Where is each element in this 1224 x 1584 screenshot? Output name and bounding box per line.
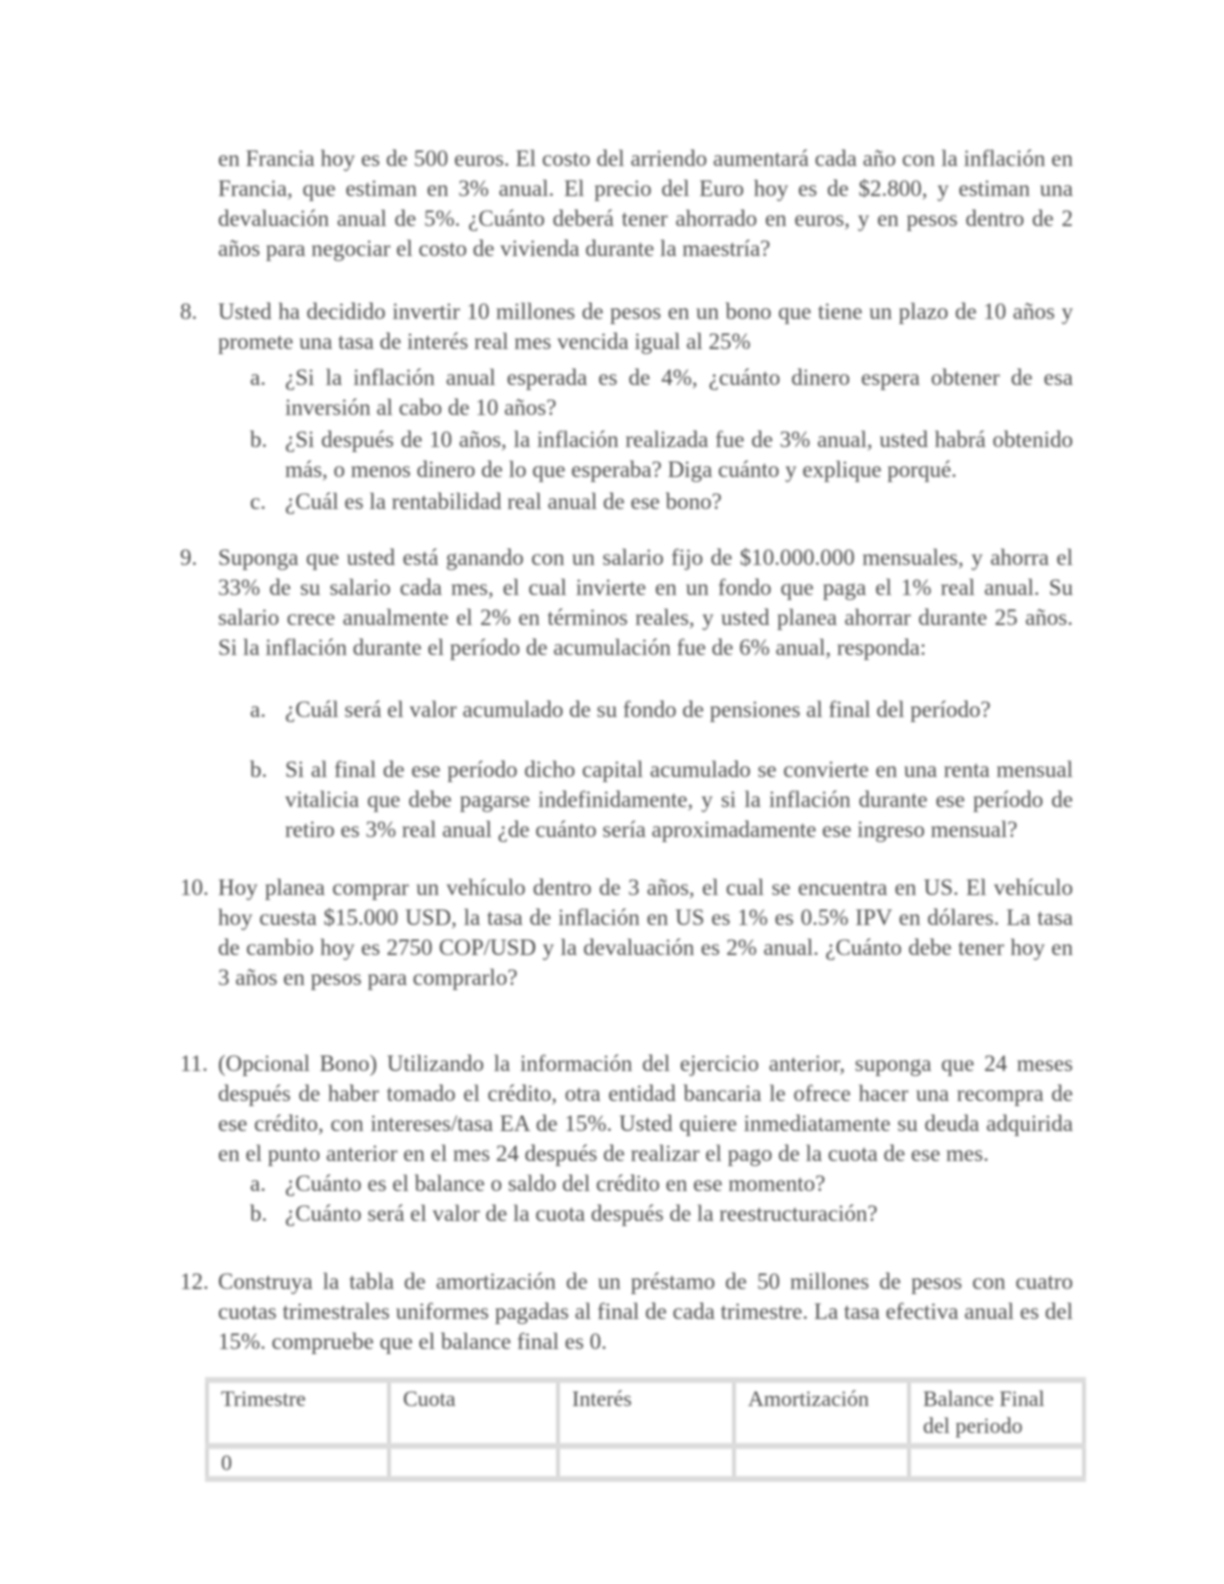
cell-balance-0: [909, 1446, 1084, 1479]
header-cuota: Cuota: [389, 1380, 558, 1446]
subitem-11b: [180, 1199, 1073, 1229]
document-body: [180, 0, 1073, 1482]
problem-item-9: [180, 543, 1073, 663]
item-number: 11.: [180, 1051, 208, 1076]
subitem-text: ¿Cuánto será el valor de la cuota después de la reestructuración?: [285, 1201, 878, 1226]
item-text: Suponga que usted está ganando con un salario fijo de $10.000.000 mensuales, y ahorra el 33% de su salario cada mes, el cual invierte en un fondo que paga el 1% real anual. Su salario crece anualmente el 2% en términos reales, y usted planea ahorrar durante 25 años. Si la inflación durante el período de acumulación fue de 6% anual, responda:: [218, 545, 1073, 660]
cell-interes-0: [558, 1446, 734, 1479]
header-amortizacion: Amortización: [734, 1380, 909, 1446]
header-trimestre: Trimestre: [207, 1380, 389, 1446]
problem-item-12: [180, 1267, 1073, 1357]
problem-item-10: [180, 873, 1073, 993]
subitem-letter: c.: [250, 489, 266, 514]
item-number: 8.: [180, 299, 198, 324]
subitem-11a: [180, 1169, 1073, 1199]
subitem-text: ¿Cuál es la rentabilidad real anual de ese bono?: [285, 489, 722, 514]
table-row: [207, 1446, 1084, 1479]
item-text: Construya la tabla de amortización de un préstamo de 50 millones de pesos con cuatro cuotas trimestrales uniformes pagadas al final de cada trimestre. La tasa efectiva anual es del 15%. compruebe que el balance final es 0.: [218, 1269, 1073, 1354]
subitem-text: ¿Cuánto es el balance o saldo del crédito en ese momento?: [285, 1171, 826, 1196]
subitem-letter: b.: [250, 1201, 268, 1226]
item-text: Usted ha decidido invertir 10 millones de pesos en un bono que tiene un plazo de 10 años y promete una tasa de interés real mes vencida igual al 25%: [218, 299, 1073, 354]
subitem-text: ¿Cuál será el valor acumulado de su fondo de pensiones al final del período?: [285, 697, 991, 722]
item-text: (Opcional Bono) Utilizando la información del ejercicio anterior, suponga que 24 meses después de haber tomado el crédito, otra entidad bancaria le ofrece hacer una recompra de ese crédito, con intereses/tasa EA de 15%. Usted quiere inmediatamente su deuda adquirida en el punto anterior en el mes 24 después de realizar el pago de la cuota de ese mes.: [218, 1051, 1073, 1166]
subitem-9a: [180, 695, 1073, 725]
header-interes: Interés: [558, 1380, 734, 1446]
subitem-letter: b.: [250, 427, 268, 452]
item-number: 10.: [180, 875, 209, 900]
table-header-row: [207, 1380, 1084, 1446]
item-number: 12.: [180, 1269, 209, 1294]
subitem-letter: a.: [250, 697, 266, 722]
subitem-9b: [180, 755, 1073, 845]
subitem-text: ¿Si la inflación anual esperada es de 4%, ¿cuánto dinero espera obtener de esa inversión al cabo de 10 años?: [285, 365, 1073, 420]
subitem-letter: a.: [250, 1171, 266, 1196]
subitem-letter: a.: [250, 365, 266, 390]
cell-cuota-0: [389, 1446, 558, 1479]
amortization-table-wrap: [205, 1377, 1073, 1482]
cell-trimestre-0: 0: [207, 1446, 389, 1479]
subitem-8a: [180, 363, 1073, 423]
amortization-table: [205, 1377, 1086, 1482]
problem-item-11: [180, 1049, 1073, 1169]
subitem-text: Si al final de ese período dicho capital acumulado se convierte en una renta mensual vitalicia que debe pagarse indefinidamente, y si la inflación durante ese período de retiro es 3% real anual ¿de cuánto sería aproximadamente ese ingreso mensual?: [285, 757, 1073, 842]
subitem-8b: [180, 425, 1073, 485]
item-number: 9.: [180, 545, 198, 570]
intro-paragraph: en Francia hoy es de 500 euros. El costo del arriendo aumentará cada año con la inflación en Francia, que estiman en 3% anual. El precio del Euro hoy es de $2.800, y estiman una devaluación anual de 5%. ¿Cuánto deberá tener ahorrado en euros, y en pesos dentro de 2 años para negociar el costo de vivienda durante la maestría?: [218, 146, 1073, 261]
header-balance-final: Balance Final del periodo: [909, 1380, 1084, 1446]
subitem-letter: b.: [250, 757, 268, 782]
cell-amortizacion-0: [734, 1446, 909, 1479]
problem-item-8: [180, 297, 1073, 357]
item-text: Hoy planea comprar un vehículo dentro de 3 años, el cual se encuentra en US. El vehículo hoy cuesta $15.000 USD, la tasa de inflación en US es 1% es 0.5% IPV en dólares. La tasa de cambio hoy es 2750 COP/USD y la devaluación es 2% anual. ¿Cuánto debe tener hoy en 3 años en pesos para comprarlo?: [218, 875, 1073, 990]
subitem-8c: [180, 487, 1073, 517]
subitem-text: ¿Si después de 10 años, la inflación realizada fue de 3% anual, usted habrá obtenido más, o menos dinero de lo que esperaba? Diga cuánto y explique porqué.: [285, 427, 1073, 482]
